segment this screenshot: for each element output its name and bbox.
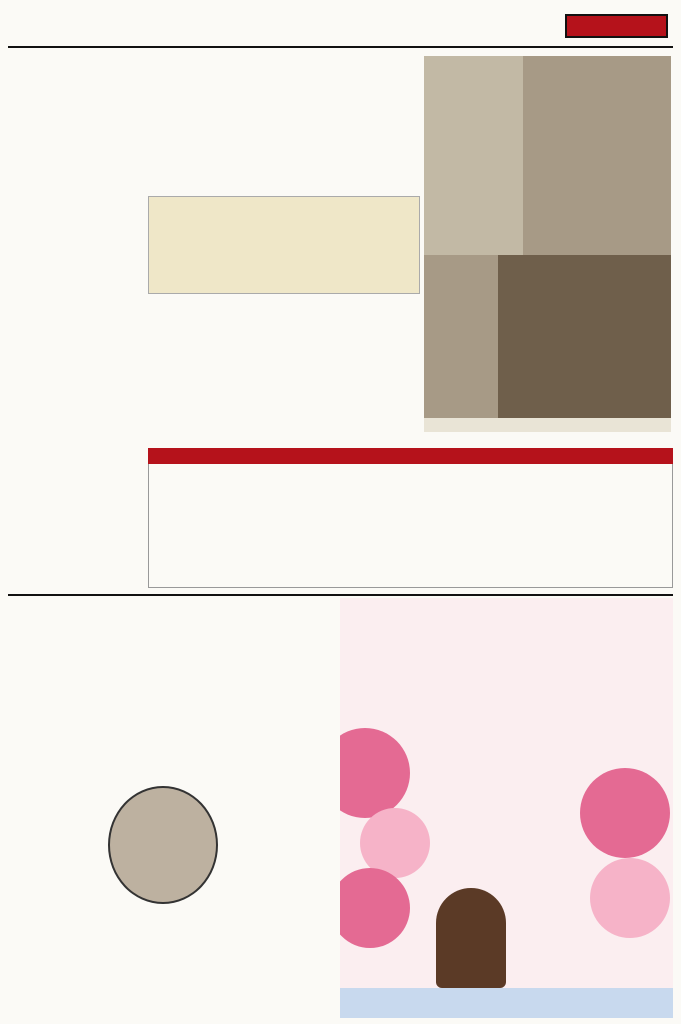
story1-headline-1 (6, 70, 416, 114)
paper-name (10, 10, 210, 30)
story2-body-col2 (174, 672, 334, 698)
ad-bottom-right (616, 990, 672, 1016)
story2-sub3-text (228, 716, 334, 932)
unicef-ad (340, 598, 673, 1018)
story1-deck (8, 150, 418, 172)
ad-line1 (384, 668, 654, 688)
story2-body-col1 (8, 672, 168, 782)
intervento-quote (162, 468, 667, 494)
section-tag (565, 14, 668, 38)
masthead-rule (8, 46, 673, 48)
intervento-label (148, 448, 673, 464)
intervento-col2 (332, 498, 496, 584)
page-number (635, 18, 665, 36)
ad-sms (386, 822, 616, 842)
story1-kicker (8, 54, 308, 70)
story2-sub4-text (174, 950, 334, 1014)
ad-dates (364, 604, 644, 632)
council-photo (424, 56, 671, 418)
ad-line3 (384, 708, 654, 728)
story2-sub1-text (8, 796, 108, 926)
story2-sub3 (174, 704, 334, 716)
story1-body-col3 (285, 300, 417, 416)
ad-body (386, 734, 606, 790)
story1-byline (285, 416, 417, 428)
story2-sub2-text (8, 948, 168, 1018)
scheda-text-left (157, 213, 297, 291)
story2-sub2 (8, 936, 168, 948)
story1-headline-2 (6, 110, 416, 154)
ad-bottom-left (510, 990, 630, 1016)
story2-sub4 (174, 938, 334, 950)
ad-line2 (384, 688, 654, 708)
scheda-label (170, 176, 290, 192)
scheda-box-title (157, 201, 297, 213)
section-name (573, 18, 633, 36)
story2-kicker (8, 598, 328, 614)
portrait-photo (108, 786, 218, 904)
ad-info (386, 792, 606, 820)
photo1-caption (424, 418, 671, 432)
story2-headline-2 (6, 638, 336, 664)
scheda-box (148, 196, 420, 294)
mid-rule (8, 594, 673, 596)
ad-title (364, 632, 664, 660)
child-photo (436, 888, 506, 988)
ad-bottom-bar (340, 988, 673, 1018)
scheda-text-right (305, 201, 415, 291)
intervento-col3 (502, 498, 666, 584)
intervento-col1 (162, 498, 326, 584)
date-line (10, 30, 260, 44)
story2-byline (174, 1010, 334, 1022)
story1-body-col1 (8, 176, 142, 576)
story2-headline-1 (6, 614, 336, 640)
story1-body-col2 (148, 300, 278, 426)
